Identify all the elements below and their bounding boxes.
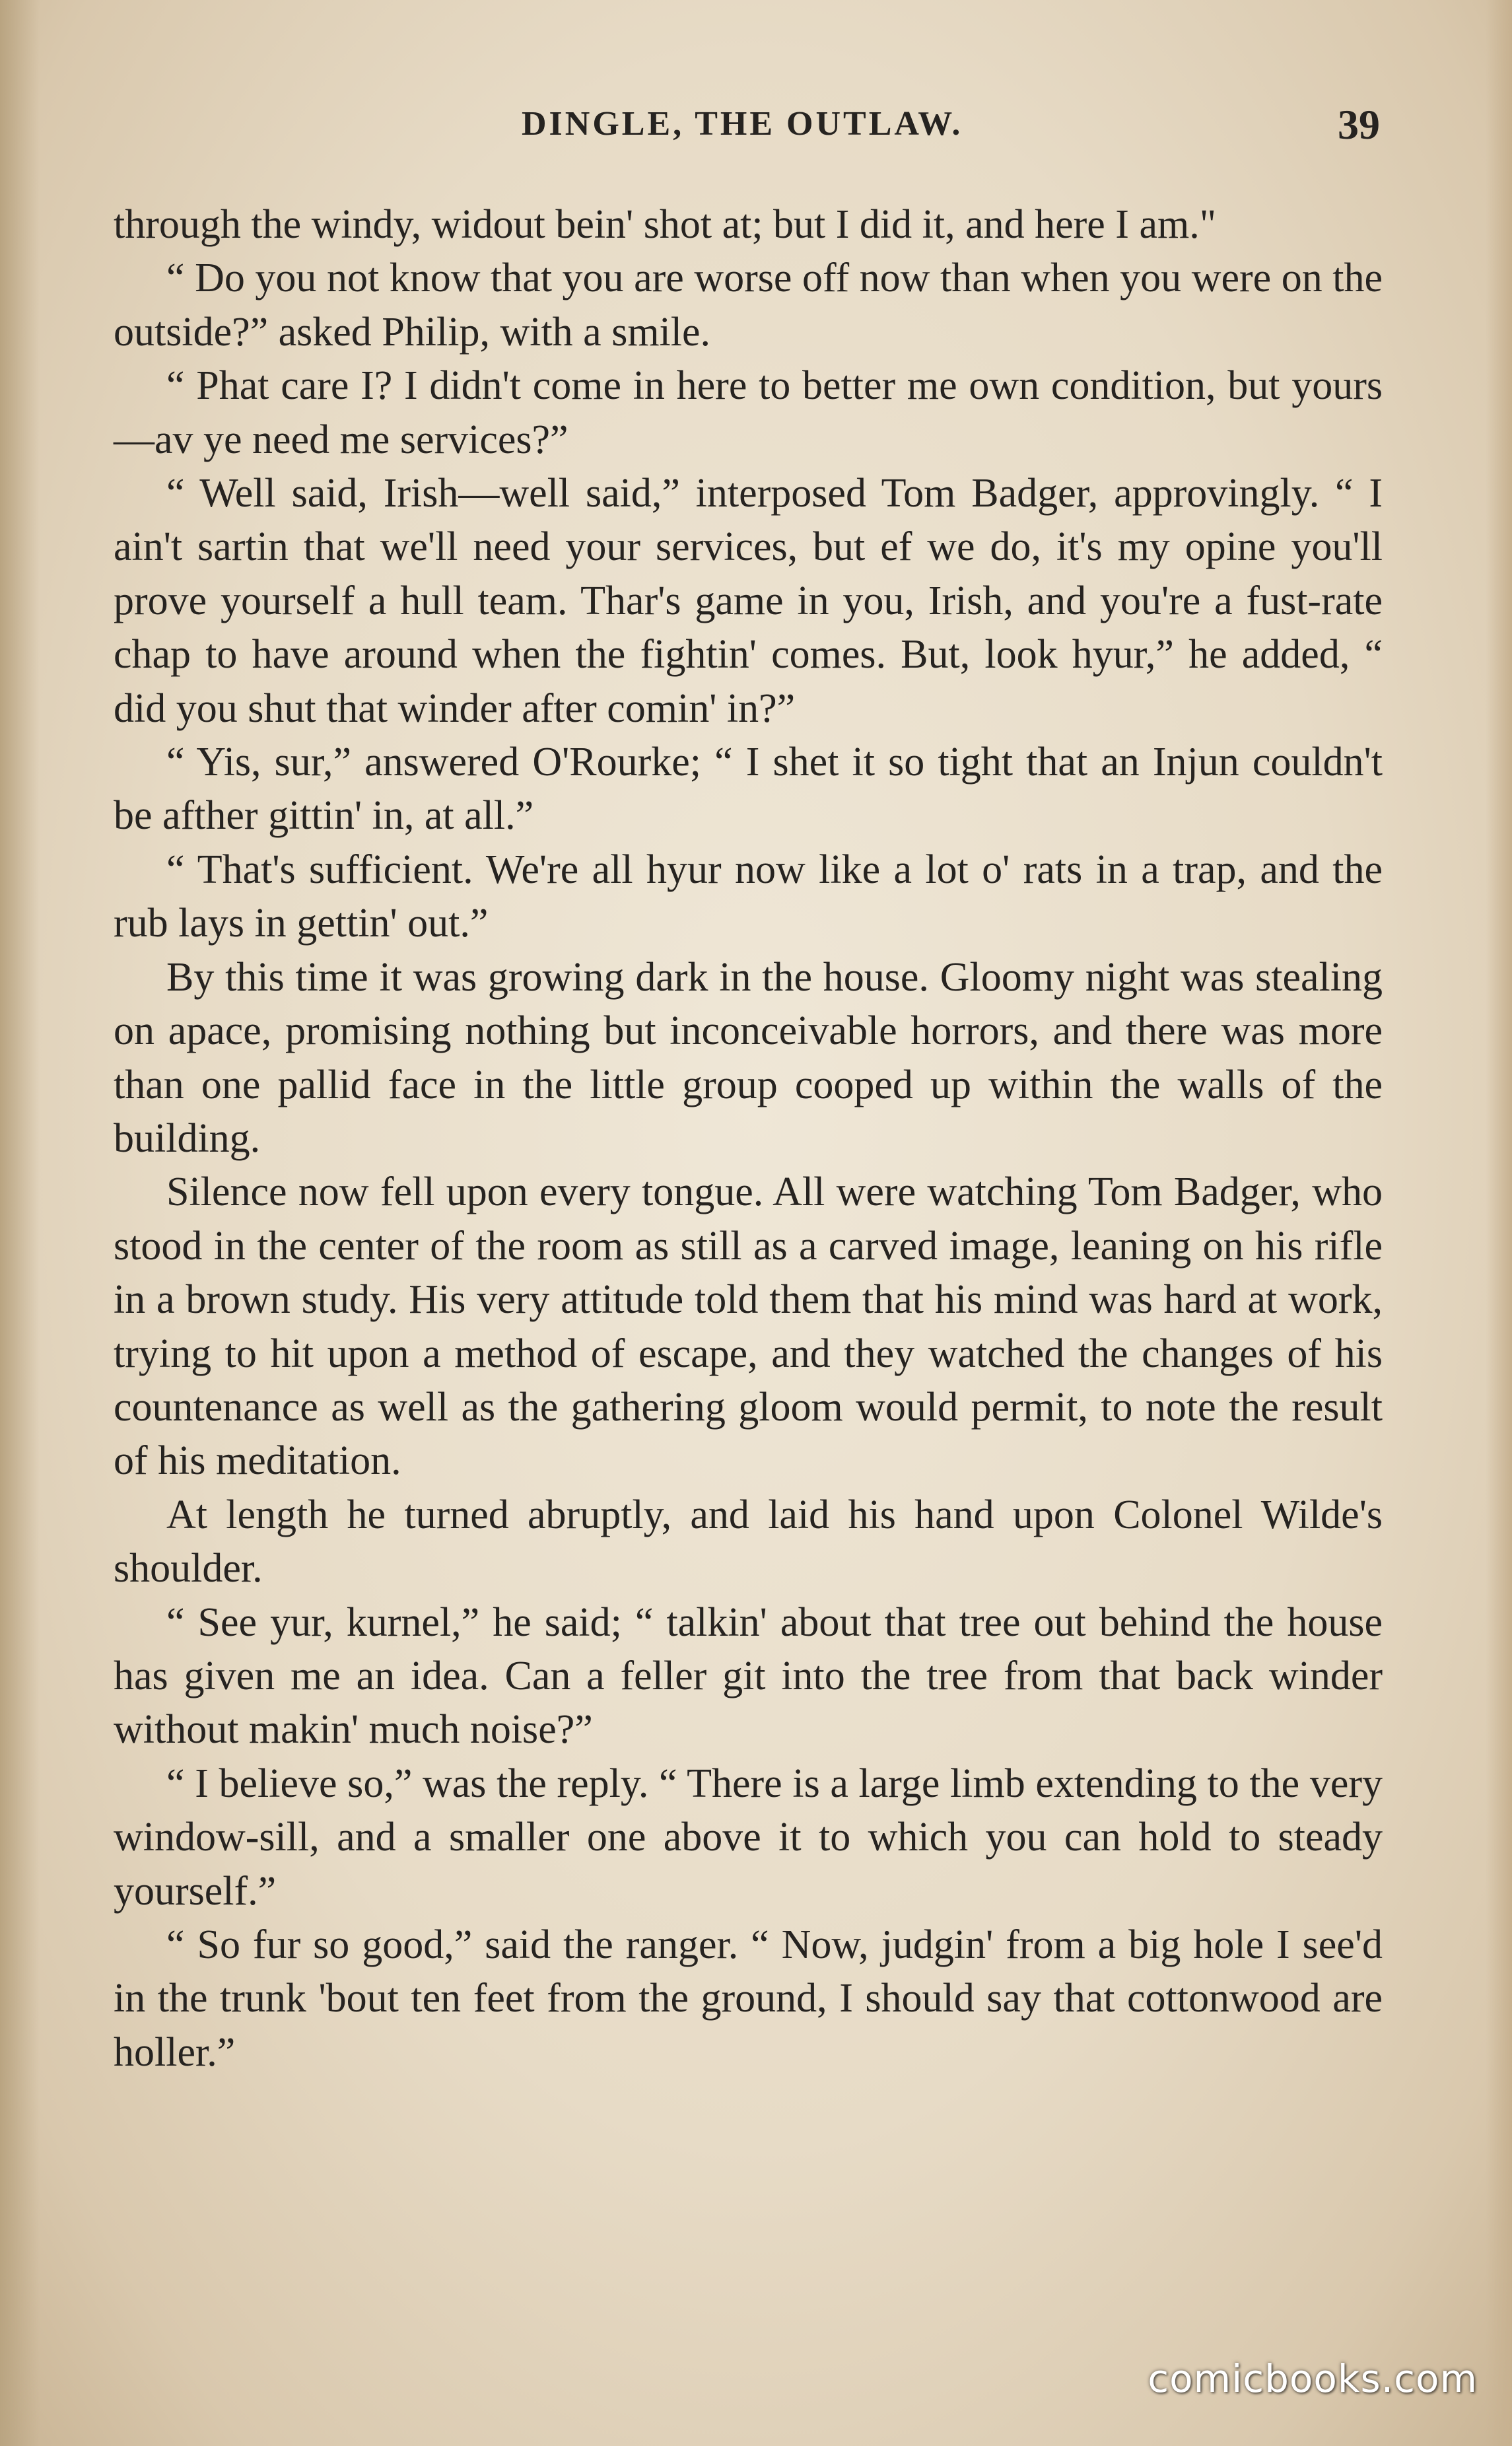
- paragraph-1: through the windy, widout bein' shot at; but I did it, and here I am.": [114, 202, 1217, 247]
- paragraph-8: Silence now fell upon every tongue. All were watching Tom Badger, who stood in the center of the room as still as a carved image, leaning on his rifle in a brown study. His very attitude told them that his mind was hard at work, trying to hit upon a method of escape, and they watched the changes of his countenance as well as the gathering gloom would permit, to note the result of his meditation.: [114, 1170, 1383, 1484]
- page-number: 39: [1338, 101, 1380, 148]
- page-edge-shadow-left: [0, 0, 40, 2446]
- paragraph-5: “ Yis, sur,” answered O'Rourke; “ I shet it so tight that an Injun couldn't be afther gittin' in, at all.”: [114, 740, 1383, 839]
- paragraph-12: “ So fur so good,” said the ranger. “ Now, judgin' from a big hole I see'd in the trunk 'bout ten feet from the ground, I should say that cottonwood are holler.”: [114, 1922, 1383, 2075]
- running-head: [112, 101, 1380, 151]
- watermark: comicbooks.com: [1148, 2356, 1478, 2401]
- running-title: DINGLE, THE OUTLAW.: [522, 105, 963, 143]
- body-text: [114, 198, 1383, 2079]
- paragraph-10: “ See yur, kurnel,” he said; “ talkin' about that tree out behind the house has given me an idea. Can a feller git into the tree from that back winder without makin' much noise?”: [114, 1599, 1383, 1753]
- paragraph-11: “ I believe so,” was the reply. “ There is a large limb extending to the very window-sill, and a smaller one above it to which you can hold to steady yourself.”: [114, 1761, 1383, 1914]
- paragraph-2: “ Do you not know that you are worse off now than when you were on the outside?” asked Philip, with a smile.: [114, 256, 1383, 355]
- paragraph-6: “ That's sufficient. We're all hyur now like a lot o' rats in a trap, and the rub lays in gettin' out.”: [114, 847, 1383, 946]
- paragraph-7: By this time it was growing dark in the house. Gloomy night was stealing on apace, promising nothing but inconceivable horrors, and there was more than one pallid face in the little group cooped up within the walls of the building.: [114, 954, 1383, 1161]
- page-edge-shadow-right: [1486, 0, 1512, 2446]
- paragraph-4: “ Well said, Irish—well said,” interposed Tom Badger, approvingly. “ I ain't sartin that we'll need your services, but ef we do, it's my opine you'll prove yourself a hull team. Thar's game in you, Irish, and you're a fust-rate chap to have around when the fightin' comes. But, look hyur,” he added, “ did you shut that winder after comin' in?”: [114, 471, 1383, 731]
- paragraph-9: At length he turned abruptly, and laid his hand upon Colonel Wilde's shoulder.: [114, 1492, 1383, 1591]
- paragraph-3: “ Phat care I? I didn't come in here to better me own condition, but yours—av ye need me services?”: [114, 363, 1383, 462]
